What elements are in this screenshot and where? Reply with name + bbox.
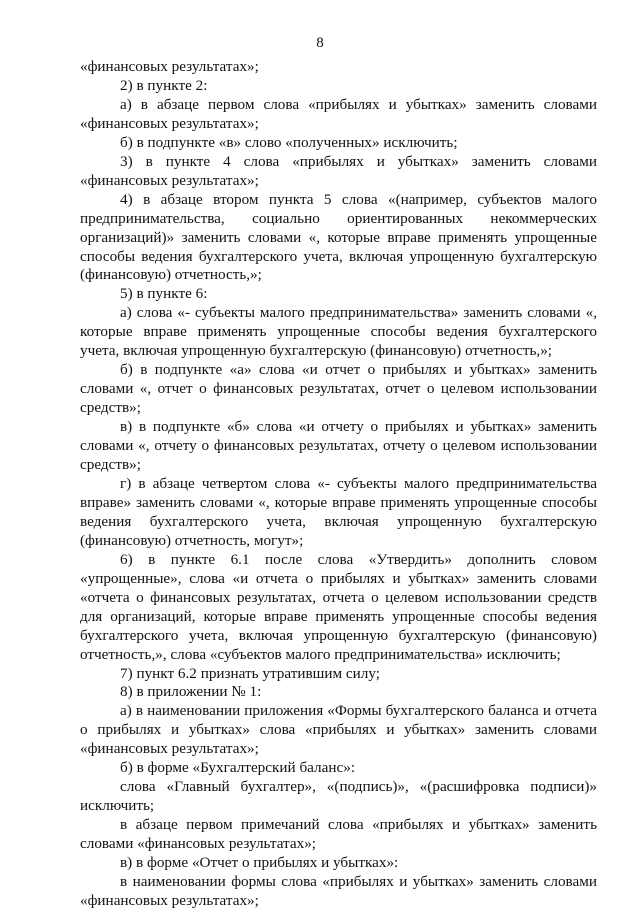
paragraph: в) в форме «Отчет о прибылях и убытках»: — [120, 854, 399, 872]
paragraph: 8) в приложении № 1: — [120, 683, 262, 701]
paragraph: в наименовании формы слова «прибылях и убытках» заменить словами «финансовых результатах»; — [80, 872, 597, 909]
paragraph: а) в наименовании приложения «Формы бухгалтерского баланса и отчета о прибылях и убытках» слова «прибылях и убытках» заменить словами «финансовых результатах»; — [80, 702, 597, 758]
paragraph: в абзаце первом примечаний слова «прибылях и убытках» заменить словами «финансовых результатах»; — [80, 816, 597, 853]
paragraph: 2) в пункте 2: — [120, 76, 208, 94]
page-number: 8 — [316, 35, 324, 51]
paragraph: в) в подпункте «б» слова «и отчету о прибылях и убытках» заменить словами «, отчету о финансовых результатах, отчету о целевом использовании средств»; — [80, 418, 597, 474]
paragraph: б) в форме «Бухгалтерский баланс»: — [120, 759, 356, 777]
paragraph: «финансовых результатах»; — [80, 58, 259, 75]
paragraph: 7) пункт 6.2 признать утратившим силу; — [120, 664, 380, 682]
paragraph: 6) в пункте 6.1 после слова «Утвердить» дополнить словом «упрощенные», слова «и отчета о прибылях и убытках» заменить словами «отчета о финансовых результатах, отчета о целевом использовании средств для организаций, которые вправе применять упрощенные способы ведения бухгалтерского учета, включая упрощенную бухгалтерскую (финансовую) отчетность,», слова «субъектов малого предпринимательства» исключить; — [80, 550, 597, 663]
paragraph: а) в абзаце первом слова «прибылях и убытках» заменить словами «финансовых результатах»; — [80, 95, 597, 132]
paragraph: б) в подпункте «а» слова «и отчет о прибылях и убытках» заменить словами «, отчет о финансовых результатах, отчет о целевом использовании средств»; — [80, 361, 597, 417]
paragraph: 4) в абзаце втором пункта 5 слова «(например, субъектов малого предпринимательства, социально ориентированных некоммерческих организаций)» заменить словами «, которые вправе применять упрощенные способы ведения бухгалтерского учета, включая упрощенную бухгалтерскую (финансовую) отчетность,»; — [80, 190, 597, 284]
paragraph: 3) в пункте 4 слова «прибылях и убытках» заменить словами «финансовых результатах»; — [80, 152, 597, 189]
paragraph: г) в абзаце четвертом слова «- субъекты малого предпринимательства вправе» заменить словами «, которые вправе применять упрощенные способы ведения бухгалтерского учета, включая упрощенную бухгалтерскую (финансовую) отчетность, могут»; — [80, 474, 597, 549]
paragraph: а) слова «- субъекты малого предпринимательства» заменить словами «, которые вправе применять упрощенные способы ведения бухгалтерского учета, включая упрощенную бухгалтерскую (финансовую) отчетность,»; — [80, 304, 597, 360]
paragraph: слова «Главный бухгалтер», «(подпись)», «(расшифровка подписи)» исключить; — [80, 778, 597, 815]
paragraph: 5) в пункте 6: — [120, 285, 208, 303]
paragraph: б) в подпункте «в» слово «полученных» исключить; — [120, 133, 458, 151]
document-body — [80, 58, 597, 911]
